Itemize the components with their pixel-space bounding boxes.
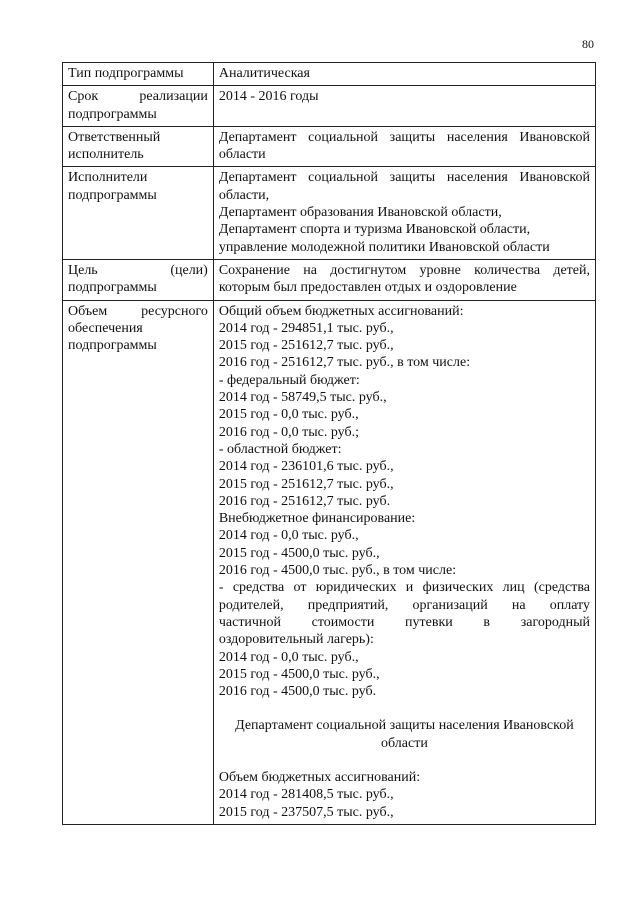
table-row: [63, 259, 596, 300]
row-value: [213, 300, 595, 824]
page-number: 80: [582, 37, 594, 51]
text-line: Объем ресурсного: [68, 303, 208, 319]
text-line: Департамент социальной защиты населения Ивановской: [218, 129, 590, 145]
text-line: области: [381, 735, 428, 751]
text-line: исполнитель: [68, 147, 144, 163]
text-line: Исполнители: [68, 170, 148, 186]
text-line: подпрограммы: [68, 338, 157, 354]
text-line: 2015 год - 251612,7 тыс. руб.,: [218, 338, 394, 354]
table-row: [63, 63, 596, 86]
text-line: оздоровительный лагерь):: [218, 632, 374, 648]
blank-line: [219, 700, 590, 717]
text-line: Ответственный: [68, 129, 161, 145]
text-line: Сохранение на достигнутом уровне количества детей,: [218, 262, 590, 278]
text-line: 2014 год - 58749,5 тыс. руб.,: [218, 390, 387, 406]
text-line: области: [218, 147, 266, 163]
text-line: 2014 - 2016 годы: [218, 89, 319, 105]
text-line: области,: [218, 187, 270, 203]
row-value: [213, 259, 595, 300]
text-line: Департамент спорта и туризма Ивановской области,: [218, 222, 531, 238]
row-value: [213, 63, 595, 86]
text-line: 2016 год - 4500,0 тыс. руб., в том числе:: [218, 563, 457, 579]
row-label: [63, 63, 214, 86]
text-line: Тип подпрограммы: [68, 66, 184, 81]
row-value: [213, 86, 595, 127]
text-line: 2015 год - 4500,0 тыс. руб.,: [218, 666, 380, 682]
text-line: обеспечения: [68, 320, 143, 336]
text-line: Аналитическая: [218, 66, 310, 81]
row-value: [213, 126, 595, 167]
row-label: [63, 126, 214, 167]
text-line: 2016 год - 0,0 тыс. руб.;: [218, 424, 360, 440]
text-line: 2015 год - 4500,0 тыс. руб.,: [218, 545, 380, 561]
text-line: родителей, предприятий, организаций на оплату: [218, 597, 590, 613]
table-row: [63, 167, 596, 259]
text-line: 2014 год - 0,0 тыс. руб.,: [218, 649, 359, 665]
row-value: [213, 167, 595, 259]
text-line: 2016 год - 4500,0 тыс. руб.: [218, 684, 377, 700]
text-line: Объем бюджетных ассигнований:: [218, 769, 421, 785]
text-line: 2015 год - 237507,5 тыс. руб.,: [218, 804, 394, 820]
text-line: Срок реализации: [68, 89, 208, 105]
text-line: Общий объем бюджетных ассигнований:: [218, 303, 464, 319]
row-label: [63, 86, 214, 127]
text-line: Департамент образования Ивановской области,: [218, 205, 502, 221]
text-line: подпрограммы: [68, 280, 157, 296]
department-funding-block: [219, 769, 590, 821]
text-line: - областной бюджет:: [218, 441, 342, 457]
table-row: [63, 126, 596, 167]
text-line: подпрограммы: [68, 106, 157, 122]
row-label: [63, 167, 214, 259]
table-row: [63, 300, 596, 824]
blank-line: [219, 752, 590, 769]
text-line: 2014 год - 294851,1 тыс. руб.,: [218, 320, 394, 336]
text-line: управление молодежной политики Ивановской области: [218, 239, 550, 255]
text-line: которым был предоставлен отдых и оздоровление: [218, 280, 517, 296]
row-label: [63, 300, 214, 824]
text-line: Цель (цели): [68, 262, 208, 278]
text-line: Департамент социальной защиты населения Ивановской: [235, 718, 574, 734]
text-line: 2015 год - 0,0 тыс. руб.,: [218, 407, 359, 423]
text-line: частичной стоимости путевки в загородный: [218, 614, 590, 630]
text-line: 2016 год - 251612,7 тыс. руб., в том числе:: [218, 355, 471, 371]
text-line: 2014 год - 0,0 тыс. руб.,: [218, 528, 359, 544]
text-line: 2014 год - 281408,5 тыс. руб.,: [218, 787, 394, 803]
text-line: подпрограммы: [68, 187, 157, 203]
text-line: 2014 год - 236101,6 тыс. руб.,: [218, 459, 394, 475]
text-line: - средства от юридических и физических лиц (средства: [218, 580, 590, 596]
subprogram-passport-table: [62, 62, 596, 825]
text-line: 2015 год - 251612,7 тыс. руб.,: [218, 476, 394, 492]
funding-block: [219, 303, 590, 701]
text-line: 2016 год - 251612,7 тыс. руб.: [218, 493, 391, 509]
table-row: [63, 86, 596, 127]
row-label: [63, 259, 214, 300]
text-line: - федеральный бюджет:: [218, 372, 360, 388]
text-line: Департамент социальной защиты населения Ивановской: [218, 170, 590, 186]
text-line: Внебюджетное финансирование:: [218, 511, 416, 527]
department-heading: [219, 717, 590, 752]
